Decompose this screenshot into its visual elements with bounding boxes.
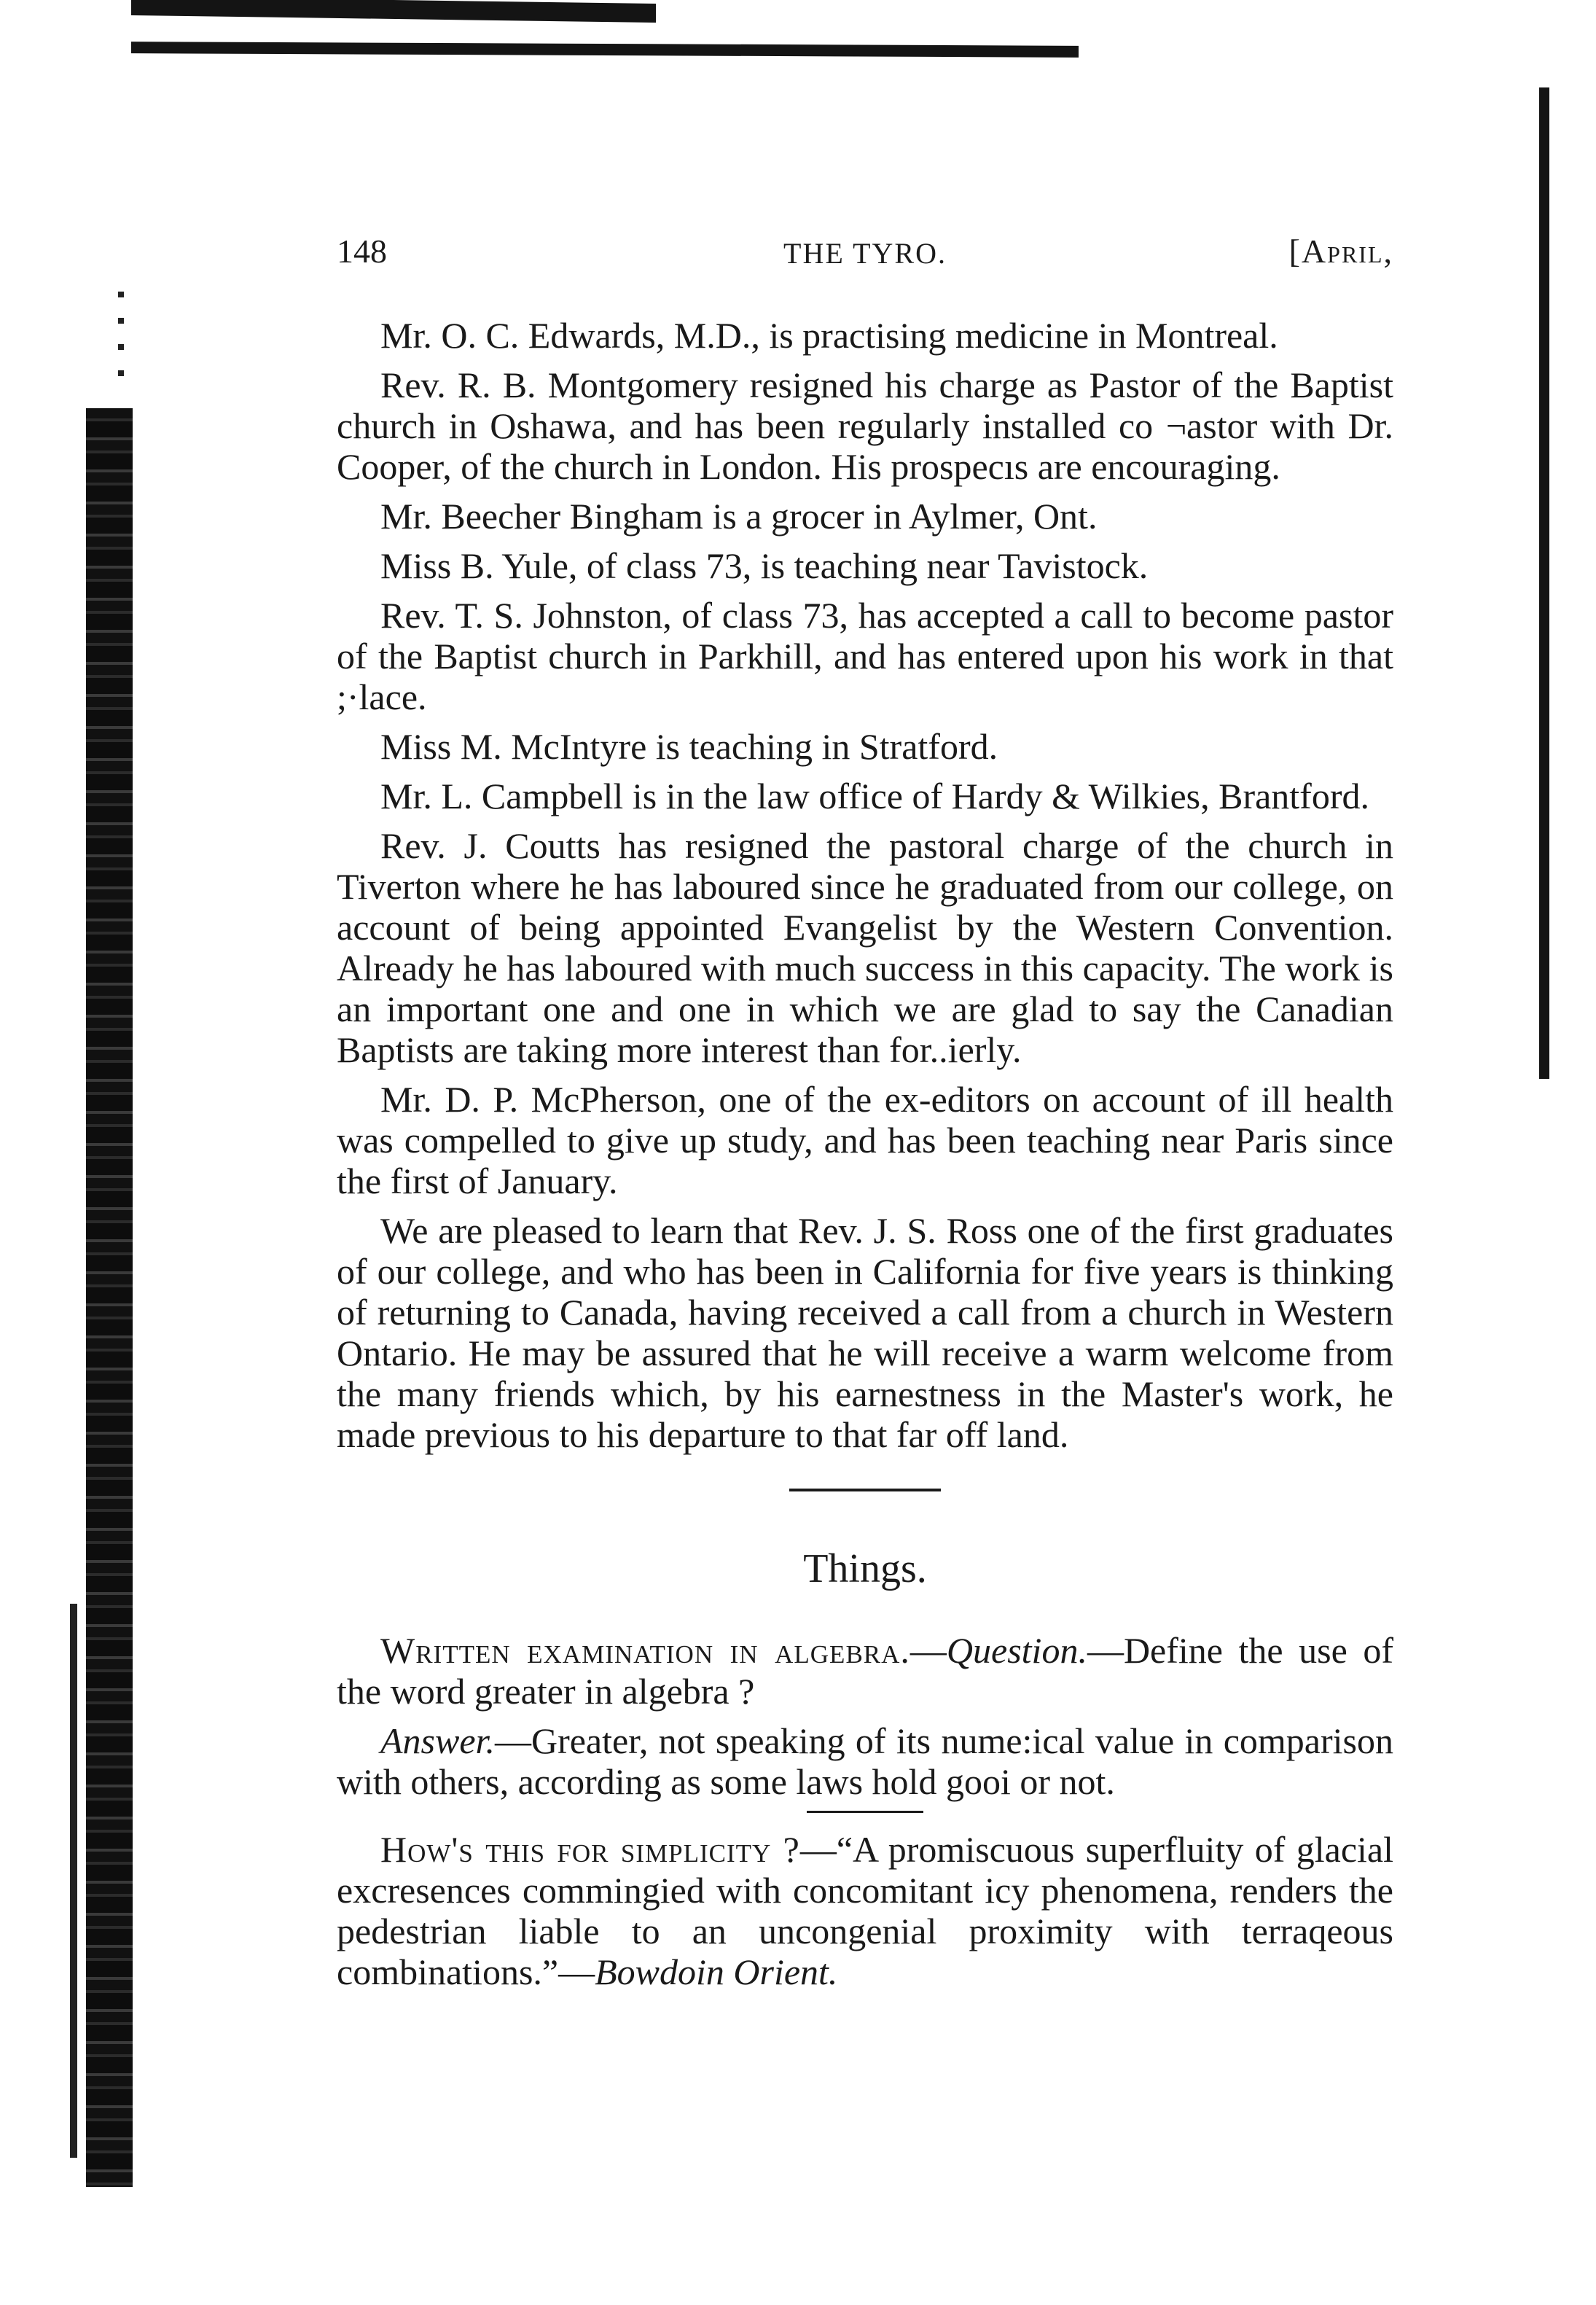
quote-source: Bowdoin Orient.	[595, 1951, 838, 1992]
scan-edge-mark	[1539, 87, 1549, 1079]
personal-notes	[337, 315, 1393, 1455]
section-heading: Things.	[803, 1546, 927, 1591]
answer-label: Answer.	[380, 1720, 495, 1761]
section-divider	[789, 1489, 941, 1491]
scan-edge-mark	[131, 0, 656, 23]
things-section	[337, 1630, 1393, 1992]
note-paragraph: Mr. D. P. McPherson, one of the ex-editors on account of ill health was compelled to give up study, and has been teaching near Paris since the first of January.	[337, 1079, 1393, 1201]
running-head	[337, 232, 1393, 283]
quote-text: —“A promiscuous superfluity of glacial excresences commingied with concomitant icy phenomena, renders the pedestrian liable to an uncongenial proximity with terraqeous combinations.”—	[337, 1829, 1393, 1992]
note-paragraph: Rev. R. B. Montgomery resigned his charge as Pastor of the Baptist church in Oshawa, and has been regularly installed co ¬astor with Dr. Cooper, of the church in London. His prospecıs are encouraging.	[337, 364, 1393, 487]
item-lead: Written examination in algebra.	[380, 1630, 910, 1671]
note-paragraph: We are pleased to learn that Rev. J. S. Ross one of the first graduates of our college, and who has been in California for five years is thinking of returning to Canada, having received a call from a church in Western Ontario. He may be assured that he will receive a warm welcome from the many friends which, by his earnestness in the Master's work, he made previous to his departure to that far off land.	[337, 1210, 1393, 1455]
binding-shadow	[86, 408, 133, 2187]
binding-shadow	[70, 1604, 77, 2158]
note-paragraph: Rev. T. S. Johnston, of class 73, has accepted a call to become pastor of the Baptist church in Parkhill, and has entered upon his work in that ;·lace.	[337, 595, 1393, 717]
note-paragraph: Miss M. McIntyre is teaching in Stratford.	[380, 726, 998, 767]
page	[337, 232, 1393, 2001]
question-label: Question.	[946, 1630, 1087, 1671]
note-paragraph: Rev. J. Coutts has resigned the pastoral charge of the church in Tiverton where he has laboured since he graduated from our college, on account of being appointed Evangelist by the Western Convention. Already he has laboured with much success in this capacity. The work is an important one and one in which we are glad to say the Canadian Baptists are taking more interest than for..ierly.	[337, 825, 1393, 1070]
issue-month: [April,	[1288, 233, 1393, 270]
answer-text: —Greater, not speaking of its nume:ical value in comparison with others, according as some laws hold gooi or not.	[337, 1720, 1393, 1802]
note-paragraph: Mr. L. Campbell is in the law office of Hardy & Wilkies, Brantford.	[380, 776, 1369, 816]
algebra-question	[337, 1630, 1393, 1712]
simplicity-item	[337, 1829, 1393, 1992]
scan-edge-mark	[131, 42, 1079, 58]
item-divider	[807, 1811, 923, 1813]
note-paragraph: Miss B. Yule, of class 73, is teaching near Tavistock.	[380, 545, 1149, 586]
note-paragraph: Mr. Beecher Bingham is a grocer in Aylmer, Ont.	[380, 496, 1098, 537]
page-number: 148	[337, 233, 387, 270]
journal-title: THE TYRO.	[783, 237, 947, 270]
dash: —	[910, 1630, 947, 1671]
note-paragraph: Mr. O. C. Edwards, M.D., is practising medicine in Montreal.	[380, 315, 1278, 356]
question-text: —Define the use of the word greater in algebra ?	[337, 1630, 1393, 1712]
algebra-answer	[337, 1720, 1393, 1802]
scan-edge-mark	[118, 292, 124, 386]
item-lead: How's this for simplicity ?	[380, 1829, 800, 1870]
